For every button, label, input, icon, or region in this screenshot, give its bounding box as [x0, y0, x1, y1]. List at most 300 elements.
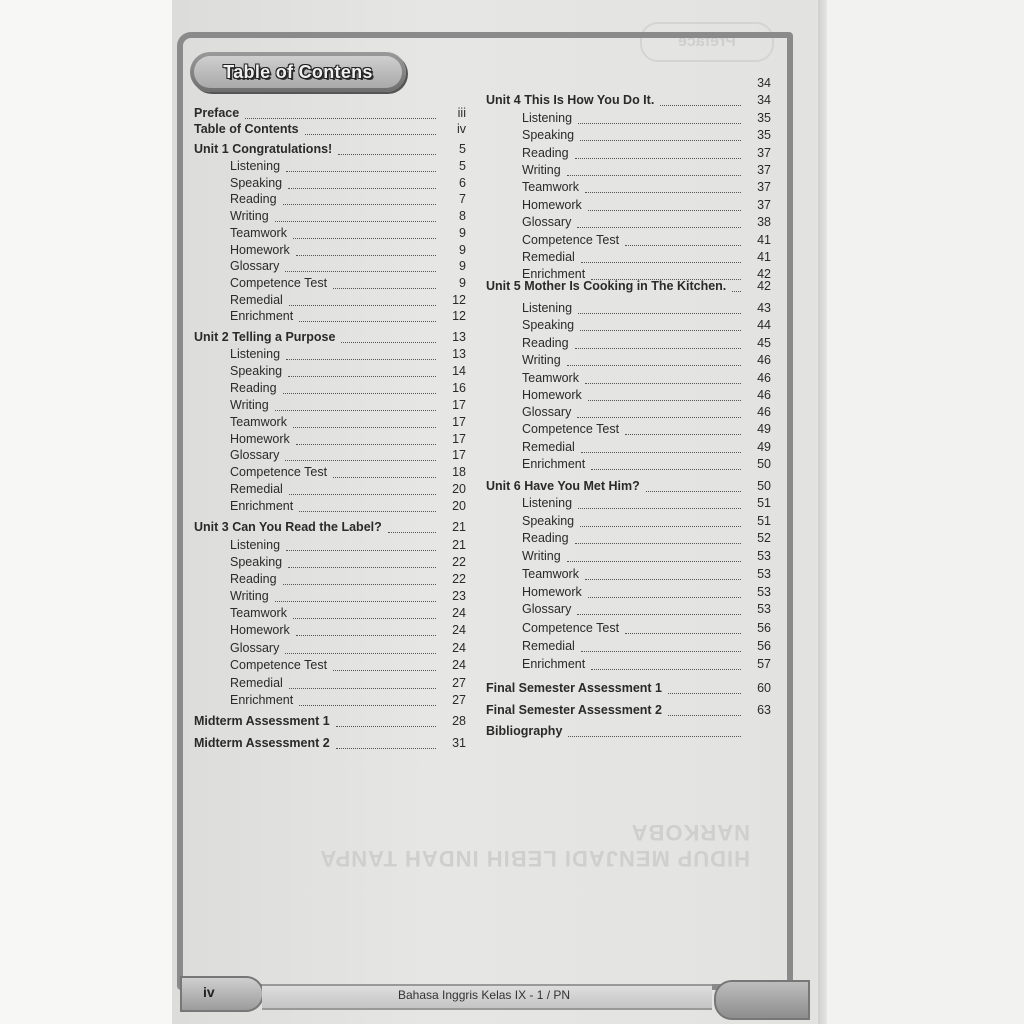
- toc-entry-label: Final Semester Assessment 1: [486, 681, 663, 695]
- toc-entry-page: 27: [452, 693, 466, 707]
- toc-entry-page: 37: [757, 146, 771, 160]
- toc-sub-entry: [522, 531, 771, 547]
- toc-entry-label: Competence Test: [230, 276, 328, 290]
- toc-entry-label: Writing: [522, 549, 561, 563]
- toc-leader-dots: [581, 443, 741, 453]
- toc-entry-page: 34: [757, 93, 771, 107]
- toc-sub-entry: [522, 422, 771, 438]
- toc-leader-dots: [333, 279, 436, 289]
- toc-entry-page: 17: [452, 448, 466, 462]
- toc-sub-entry: [230, 209, 464, 225]
- toc-heading-entry: [194, 736, 464, 752]
- toc-leader-dots: [732, 282, 741, 292]
- toc-entry-page: 52: [757, 531, 771, 545]
- toc-leader-dots: [336, 717, 436, 727]
- toc-leader-dots: [275, 401, 436, 411]
- toc-entry-page: 23: [452, 589, 466, 603]
- toc-leader-dots: [585, 183, 741, 193]
- toc-leader-dots: [625, 624, 741, 634]
- toc-entry-label: Homework: [230, 432, 290, 446]
- toc-entry-label: Speaking: [522, 514, 575, 528]
- footer-right-tab: [714, 980, 810, 1020]
- toc-entry-label: Teamwork: [230, 226, 287, 240]
- toc-entry-label: Midterm Assessment 2: [194, 736, 330, 750]
- toc-sub-entry: [230, 381, 464, 397]
- toc-sub-entry: [230, 589, 464, 605]
- toc-leader-dots: [646, 482, 741, 492]
- toc-sub-entry: [230, 465, 464, 481]
- toc-sub-entry: [230, 243, 464, 259]
- toc-entry-label: Glossary: [230, 448, 280, 462]
- toc-entry-page: 22: [452, 555, 466, 569]
- toc-entry-page: 12: [452, 293, 466, 307]
- toc-entry-page: 31: [452, 736, 466, 750]
- toc-sub-entry: [230, 415, 464, 431]
- toc-entry-page: 53: [757, 549, 771, 563]
- toc-entry-page: 16: [452, 381, 466, 395]
- toc-leader-dots: [275, 212, 436, 222]
- toc-entry-label: Writing: [230, 209, 269, 223]
- toc-leader-dots: [580, 321, 741, 331]
- toc-leader-dots: [578, 114, 741, 124]
- toc-sub-entry: [522, 440, 771, 456]
- toc-sub-entry: [230, 448, 464, 464]
- bleed-through-banner: HIDUP MENJADI LEBIH INDAH TANPA NARKOBA: [320, 820, 750, 871]
- toc-entry-page: iv: [456, 122, 466, 136]
- toc-sub-entry: [522, 457, 771, 473]
- toc-entry-label: Remedial: [522, 250, 575, 264]
- toc-leader-dots: [388, 523, 436, 533]
- toc-entry-label: Speaking: [230, 176, 283, 190]
- toc-leader-dots: [333, 661, 436, 671]
- toc-entry-page: 13: [452, 347, 466, 361]
- toc-leader-dots: [283, 575, 436, 585]
- toc-heading-entry: [194, 520, 464, 536]
- toc-entry-label: Homework: [230, 243, 290, 257]
- toc-entry-label: Homework: [522, 388, 582, 402]
- toc-entry-label: Competence Test: [230, 465, 328, 479]
- toc-entry-page: 42: [757, 279, 771, 293]
- toc-entry-label: Writing: [522, 163, 561, 177]
- left-page-margin: [0, 0, 172, 1024]
- toc-entry-label: Speaking: [230, 555, 283, 569]
- toc-entry-label: Enrichment: [522, 457, 586, 471]
- toc-entry-page: 49: [757, 422, 771, 436]
- toc-entry-page: 20: [452, 499, 466, 513]
- toc-entry-label: Listening: [230, 538, 281, 552]
- toc-entry-page: 18: [452, 465, 466, 479]
- toc-leader-dots: [286, 350, 436, 360]
- toc-sub-entry: [522, 388, 771, 404]
- toc-sub-entry: [522, 128, 771, 144]
- toc-entry-label: Remedial: [230, 482, 283, 496]
- toc-leader-dots: [286, 162, 436, 172]
- toc-entry-label: Unit 4 This Is How You Do It.: [486, 93, 655, 107]
- toc-sub-entry: [230, 276, 464, 292]
- toc-entry-label: Writing: [230, 589, 269, 603]
- toc-sub-entry: [230, 398, 464, 414]
- toc-entry-page: 24: [452, 641, 466, 655]
- toc-entry-label: Unit 5 Mother Is Cooking in The Kitchen.: [486, 279, 727, 293]
- toc-sub-entry: [230, 159, 464, 175]
- toc-sub-entry: [230, 641, 464, 657]
- toc-heading-entry: [194, 142, 464, 158]
- toc-leader-dots: [296, 626, 436, 636]
- toc-leader-dots: [299, 312, 436, 322]
- toc-sub-entry: [230, 192, 464, 208]
- toc-heading-entry: [486, 479, 771, 495]
- toc-leader-dots: [580, 131, 741, 141]
- toc-entry-label: Reading: [230, 572, 277, 586]
- toc-entry-label: Speaking: [522, 128, 575, 142]
- toc-sub-entry: [230, 309, 464, 325]
- toc-entry-page: 28: [452, 714, 466, 728]
- toc-leader-dots: [289, 296, 436, 306]
- toc-sub-entry: [230, 555, 464, 571]
- toc-sub-entry: [522, 215, 771, 231]
- toc-leader-dots: [288, 558, 436, 568]
- toc-sub-entry: [230, 499, 464, 515]
- toc-sub-entry: [230, 693, 464, 709]
- toc-entry-page: 35: [757, 111, 771, 125]
- toc-entry-page: 38: [757, 215, 771, 229]
- toc-leader-dots: [293, 609, 436, 619]
- toc-entry-label: Midterm Assessment 1: [194, 714, 330, 728]
- toc-entry-page: 17: [452, 432, 466, 446]
- toc-entry-label: Writing: [522, 353, 561, 367]
- toc-leader-dots: [578, 499, 741, 509]
- toc-sub-entry: [230, 432, 464, 448]
- toc-entry-page: 6: [459, 176, 466, 190]
- toc-sub-entry: [522, 146, 771, 162]
- toc-entry-label: Glossary: [522, 602, 572, 616]
- toc-leader-dots: [289, 485, 436, 495]
- toc-entry-page: 9: [459, 226, 466, 240]
- toc-entry-label: Reading: [522, 336, 569, 350]
- toc-leader-dots: [585, 374, 741, 384]
- toc-heading-entry: [194, 330, 464, 346]
- toc-leader-dots: [568, 727, 741, 737]
- toc-sub-entry: [522, 163, 771, 179]
- toc-entry-page: 21: [452, 538, 466, 552]
- toc-sub-entry: [522, 233, 771, 249]
- toc-entry-label: Remedial: [230, 676, 283, 690]
- toc-entry-page: 7: [459, 192, 466, 206]
- toc-entry-page: 9: [459, 259, 466, 273]
- toc-entry-label: Enrichment: [230, 693, 294, 707]
- footer-book-title: Bahasa Inggris Kelas IX - 1 / PN: [398, 988, 571, 1002]
- toc-entry-label: Speaking: [522, 318, 575, 332]
- toc-sub-entry: [230, 347, 464, 363]
- toc-leader-dots: [575, 149, 741, 159]
- toc-entry-page: 50: [757, 479, 771, 493]
- toc-sub-entry: [230, 226, 464, 242]
- toc-leader-dots: [591, 460, 741, 470]
- toc-entry-page: 34: [757, 76, 771, 90]
- toc-entry-label: Unit 2 Telling a Purpose: [194, 330, 336, 344]
- toc-entry-label: Competence Test: [230, 658, 328, 672]
- toc-entry-label: Enrichment: [522, 267, 586, 281]
- toc-entry-label: Remedial: [522, 639, 575, 653]
- toc-entry-page: 17: [452, 415, 466, 429]
- toc-heading-entry: [486, 93, 771, 109]
- toc-entry-page: 46: [757, 353, 771, 367]
- toc-entry-page: 51: [757, 496, 771, 510]
- toc-entry-page: 24: [452, 623, 466, 637]
- toc-heading-entry: [194, 106, 464, 122]
- toc-entry-label: Reading: [522, 531, 569, 545]
- title-banner-inner: [194, 56, 402, 88]
- toc-entry-label: Competence Test: [522, 422, 620, 436]
- toc-leader-dots: [625, 236, 741, 246]
- toc-entry-label: Remedial: [230, 293, 283, 307]
- toc-sub-entry: [522, 496, 771, 512]
- toc-leader-dots: [283, 195, 436, 205]
- toc-leader-dots: [581, 642, 741, 652]
- toc-entry-label: Preface: [194, 106, 240, 120]
- toc-sub-entry: [522, 250, 771, 266]
- toc-entry-label: Unit 6 Have You Met Him?: [486, 479, 640, 493]
- footer-page-tab: [180, 976, 264, 1012]
- toc-entry-label: Teamwork: [522, 371, 579, 385]
- toc-leader-dots: [668, 706, 741, 716]
- toc-entry-label: Glossary: [230, 259, 280, 273]
- toc-entry-label: Remedial: [522, 440, 575, 454]
- toc-leader-dots: [299, 502, 436, 512]
- toc-sub-entry: [522, 639, 771, 655]
- toc-entry-label: Writing: [230, 398, 269, 412]
- toc-entry-label: Reading: [522, 146, 569, 160]
- toc-leader-dots: [333, 468, 436, 478]
- toc-entry-page: 17: [452, 398, 466, 412]
- toc-entry-page: 46: [757, 388, 771, 402]
- toc-entry-page: 50: [757, 457, 771, 471]
- toc-leader-dots: [660, 96, 741, 106]
- toc-entry-label: Listening: [230, 159, 281, 173]
- toc-entry-label: Enrichment: [230, 499, 294, 513]
- toc-entry-page: 46: [757, 371, 771, 385]
- toc-sub-entry: [522, 405, 771, 421]
- toc-entry-page: 37: [757, 163, 771, 177]
- footer-page-number: iv: [203, 984, 215, 1000]
- toc-sub-entry: [230, 538, 464, 554]
- toc-entry-page: 14: [452, 364, 466, 378]
- toc-leader-dots: [567, 166, 741, 176]
- toc-entry-page: 24: [452, 658, 466, 672]
- toc-entry-page: 51: [757, 514, 771, 528]
- toc-sub-entry: [230, 572, 464, 588]
- toc-entry-page: 53: [757, 585, 771, 599]
- toc-leader-dots: [577, 408, 741, 418]
- toc-sub-entry: [522, 198, 771, 214]
- toc-heading-entry: [486, 703, 771, 719]
- toc-entry-page: 5: [459, 142, 466, 156]
- toc-entry-label: Bibliography: [486, 724, 563, 738]
- toc-entry-page: 56: [757, 639, 771, 653]
- toc-heading-entry: [486, 724, 771, 740]
- toc-leader-dots: [588, 201, 741, 211]
- toc-entry-label: Reading: [230, 192, 277, 206]
- toc-entry-label: Enrichment: [230, 309, 294, 323]
- toc-sub-entry: [522, 180, 771, 196]
- toc-leader-dots: [591, 660, 741, 670]
- toc-heading-entry: [194, 714, 464, 730]
- toc-leader-dots: [285, 262, 436, 272]
- toc-entry-page: 41: [757, 233, 771, 247]
- toc-heading-entry: [194, 122, 464, 138]
- toc-sub-entry: [230, 623, 464, 639]
- toc-entry-page: 49: [757, 440, 771, 454]
- toc-entry-label: Listening: [230, 347, 281, 361]
- toc-sub-entry: [522, 514, 771, 530]
- toc-heading-entry: [486, 681, 771, 697]
- toc-leader-dots: [588, 588, 741, 598]
- toc-leader-dots: [286, 541, 436, 551]
- toc-entry-page: 44: [757, 318, 771, 332]
- toc-sub-entry: [230, 293, 464, 309]
- toc-entry-label: Teamwork: [522, 180, 579, 194]
- toc-leader-dots: [336, 739, 436, 749]
- toc-entry-page: 8: [459, 209, 466, 223]
- toc-leader-dots: [305, 125, 436, 135]
- toc-leader-dots: [283, 384, 436, 394]
- toc-entry-page: iii: [457, 106, 466, 120]
- toc-entry-page: 13: [452, 330, 466, 344]
- toc-entry-page: 5: [459, 159, 466, 173]
- toc-sub-entry: [522, 585, 771, 601]
- toc-leader-dots: [578, 304, 741, 314]
- toc-sub-entry: [522, 318, 771, 334]
- toc-entry-label: Teamwork: [230, 606, 287, 620]
- toc-entry-page: 21: [452, 520, 466, 534]
- toc-entry-page: 24: [452, 606, 466, 620]
- toc-entry-label: Homework: [522, 198, 582, 212]
- toc-sub-entry: [522, 336, 771, 352]
- toc-entry-label: Unit 3 Can You Read the Label?: [194, 520, 382, 534]
- toc-entry-page: 27: [452, 676, 466, 690]
- toc-entry-label: Listening: [522, 496, 573, 510]
- toc-entry-page: 35: [757, 128, 771, 142]
- toc-sub-entry: [522, 111, 771, 127]
- page-title: Table of Contens: [223, 61, 373, 82]
- toc-leader-dots: [575, 534, 741, 544]
- toc-leader-dots: [245, 109, 436, 119]
- toc-sub-entry: [230, 482, 464, 498]
- toc-leader-dots: [581, 253, 741, 263]
- toc-entry-page: 37: [757, 180, 771, 194]
- toc-leader-dots: [293, 229, 436, 239]
- toc-entry-page: 9: [459, 243, 466, 257]
- toc-leader-dots: [288, 179, 436, 189]
- toc-leader-dots: [625, 425, 741, 435]
- toc-entry-page: 12: [452, 309, 466, 323]
- toc-sub-entry: [522, 549, 771, 565]
- toc-leader-dots: [588, 391, 741, 401]
- toc-leader-dots: [567, 552, 741, 562]
- toc-leader-dots: [341, 333, 436, 343]
- toc-entry-label: Table of Contents: [194, 122, 299, 136]
- toc-leader-dots: [577, 605, 741, 615]
- bleed-through-preface: Preface: [640, 22, 774, 62]
- toc-leader-dots: [575, 339, 741, 349]
- toc-sub-entry: [230, 364, 464, 380]
- toc-entry-label: Enrichment: [522, 657, 586, 671]
- toc-entry-page: 53: [757, 602, 771, 616]
- toc-entry-label: Teamwork: [522, 567, 579, 581]
- toc-entry-label: Glossary: [230, 641, 280, 655]
- toc-sub-entry: [230, 259, 464, 275]
- toc-entry-label: Homework: [230, 623, 290, 637]
- toc-leader-dots: [299, 696, 436, 706]
- toc-leader-dots: [585, 570, 741, 580]
- toc-entry-label: Glossary: [522, 405, 572, 419]
- toc-entry-page: 53: [757, 567, 771, 581]
- toc-sub-entry: [230, 176, 464, 192]
- toc-entry-page: 60: [757, 681, 771, 695]
- toc-leader-dots: [338, 145, 436, 155]
- toc-leader-dots: [577, 218, 741, 228]
- toc-leader-dots: [293, 418, 436, 428]
- toc-entry-label: Unit 1 Congratulations!: [194, 142, 333, 156]
- toc-entry-page: 46: [757, 405, 771, 419]
- toc-leader-dots: [285, 644, 436, 654]
- toc-leader-dots: [580, 517, 741, 527]
- toc-sub-entry: [230, 606, 464, 622]
- toc-sub-entry: [522, 567, 771, 583]
- toc-entry-label: Reading: [230, 381, 277, 395]
- toc-heading-entry: [486, 279, 771, 295]
- toc-entry-label: Competence Test: [522, 233, 620, 247]
- toc-sub-entry: [230, 676, 464, 692]
- toc-leader-dots: [285, 451, 436, 461]
- toc-sub-entry: [522, 371, 771, 387]
- toc-sub-entry: [522, 602, 771, 618]
- toc-leader-dots: [296, 246, 436, 256]
- toc-entry-label: Final Semester Assessment 2: [486, 703, 663, 717]
- toc-sub-entry: [522, 657, 771, 673]
- title-banner: [190, 52, 406, 92]
- toc-entry-page: 9: [459, 276, 466, 290]
- toc-entry-page: 42: [757, 267, 771, 281]
- toc-sub-entry: [522, 621, 771, 637]
- toc-entry-label: Homework: [522, 585, 582, 599]
- toc-leader-dots: [567, 356, 741, 366]
- toc-entry-page: 63: [757, 703, 771, 717]
- toc-sub-entry: [230, 658, 464, 674]
- toc-entry-page: 41: [757, 250, 771, 264]
- toc-entry-label: Competence Test: [522, 621, 620, 635]
- toc-sub-entry: [522, 76, 771, 92]
- toc-entry-label: Speaking: [230, 364, 283, 378]
- toc-entry-page: 45: [757, 336, 771, 350]
- toc-leader-dots: [289, 679, 436, 689]
- toc-entry-label: Teamwork: [230, 415, 287, 429]
- toc-entry-label: Listening: [522, 111, 573, 125]
- toc-leader-dots: [296, 435, 436, 445]
- toc-leader-dots: [288, 367, 436, 377]
- toc-leader-dots: [275, 592, 436, 602]
- toc-leader-dots: [668, 684, 741, 694]
- toc-entry-page: 57: [757, 657, 771, 671]
- toc-entry-page: 37: [757, 198, 771, 212]
- toc-entry-page: 20: [452, 482, 466, 496]
- toc-entry-page: 22: [452, 572, 466, 586]
- toc-sub-entry: [522, 353, 771, 369]
- toc-sub-entry: [522, 301, 771, 317]
- toc-entry-label: Glossary: [522, 215, 572, 229]
- toc-entry-page: 56: [757, 621, 771, 635]
- right-page-margin: [827, 0, 1024, 1024]
